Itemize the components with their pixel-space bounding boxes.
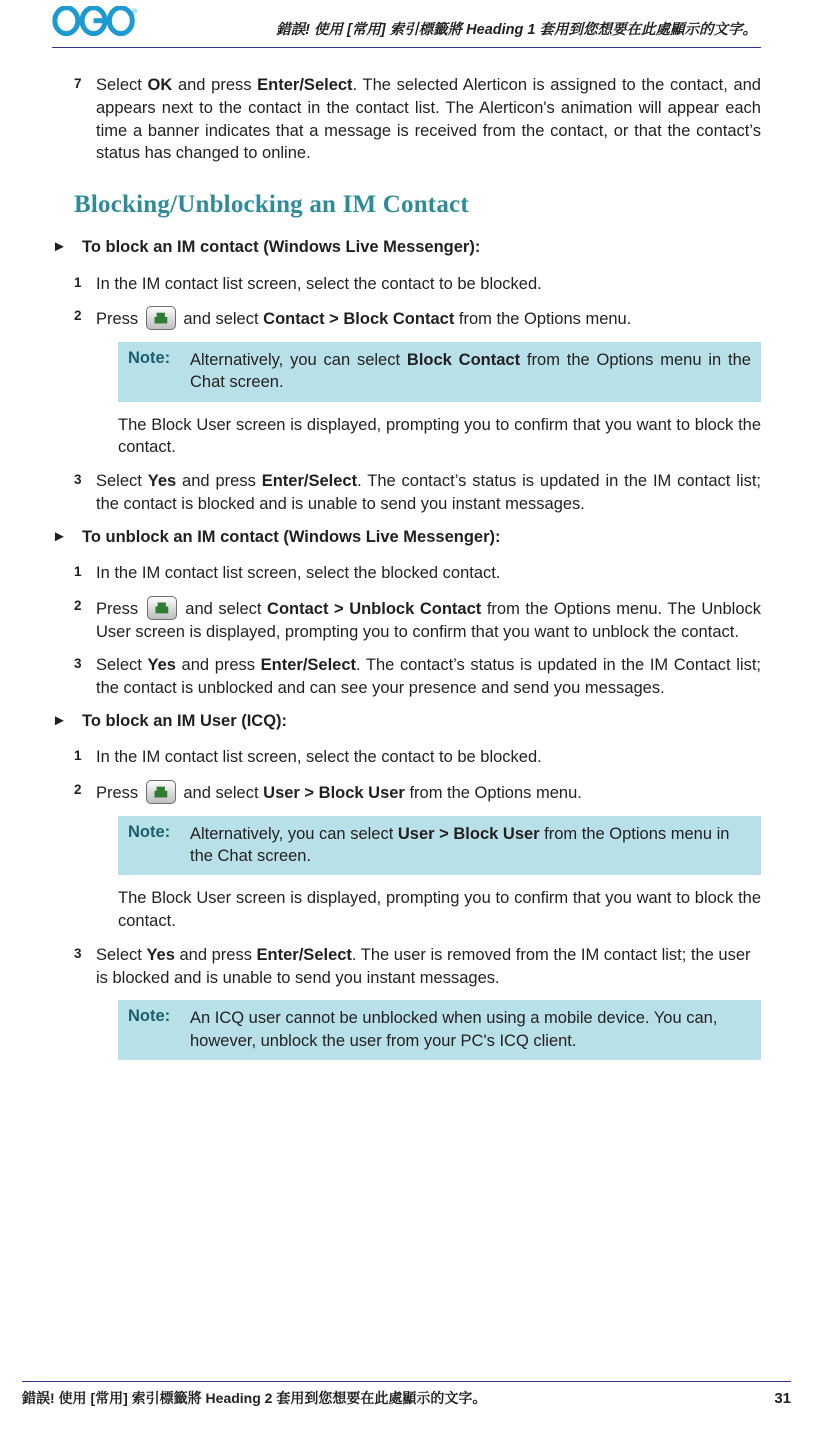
note-text-part: from the Options menu in the Chat screen. — [190, 824, 730, 866]
step-item — [52, 780, 761, 805]
step-number: 1 — [74, 748, 82, 764]
step-text-part: . The selected Alerticon is assigned to the contact, and appears next to the contact in the contact list. The Alerticon's animation will appear each time a banner indicates that a message is received from the contact, or that the contact’s status has changed to online. — [96, 76, 761, 163]
procedure-heading — [52, 237, 761, 258]
step-item — [52, 746, 761, 769]
note-box — [118, 342, 761, 402]
step-text-bold: Enter/Select — [256, 945, 352, 964]
step-text-bold: Yes — [146, 945, 175, 964]
step-text-part: Select — [96, 945, 147, 964]
step-text-part: and select — [178, 784, 264, 803]
step-number: 2 — [74, 308, 82, 324]
note-label — [128, 823, 190, 842]
header-divider — [52, 47, 761, 48]
page-footer — [22, 1381, 791, 1408]
step-text-part: Press — [96, 784, 143, 803]
step-item — [52, 944, 761, 990]
step-text-part: Press — [96, 310, 143, 329]
step-item — [52, 74, 761, 165]
note-label — [128, 349, 190, 368]
step-text-part: Select — [96, 472, 148, 491]
procedure-heading — [52, 527, 761, 548]
step-text — [96, 780, 761, 805]
page-number: 31 — [774, 1390, 791, 1407]
footer-title: 錯誤! 使用 [常用] 索引標籤將 Heading 2 套用到您想要在此處顯示的文字。 — [22, 1390, 487, 1406]
step-item — [52, 562, 761, 585]
step-text — [96, 596, 761, 644]
note-text — [190, 823, 751, 868]
step-text-part: and press — [174, 945, 257, 964]
step-text-part: from the Options menu. The Unblock User screen is displayed, prompting you to confirm that you want to unblock the contact. — [96, 599, 761, 641]
note-text: An ICQ user cannot be unblocked when using a mobile device. You can, however, unblock the user from your PC's ICQ client. — [190, 1009, 718, 1050]
note-text-bold: Block Contact — [406, 351, 521, 370]
footer-divider — [22, 1381, 791, 1382]
step-item — [52, 470, 761, 516]
step-item — [52, 654, 761, 700]
step-text-part: and press — [172, 76, 258, 94]
step-text-bold: User > Block User — [263, 784, 405, 803]
arrow-bullet-icon: ► — [52, 711, 67, 729]
procedure-heading-label: To unblock an IM contact (Windows Live Messenger): — [82, 527, 501, 546]
step-number: 3 — [74, 656, 82, 672]
step-item — [52, 596, 761, 644]
step-text-part: . The contact’s status is updated in the IM contact list; the contact is blocked and is unable to send you instant messages. — [96, 472, 761, 513]
step-text-bold: OK — [147, 76, 173, 94]
note-text-part: Alternatively, you can select — [190, 351, 407, 370]
options-key-icon — [147, 596, 177, 620]
note-text-part: Alternatively, you can select — [190, 824, 398, 843]
procedure-heading-label: To block an IM contact (Windows Live Messenger): — [82, 238, 481, 257]
step-text: In the IM contact list screen, select the blocked contact. — [96, 564, 501, 583]
step-text-part: and press — [175, 656, 261, 675]
options-key-icon — [146, 306, 176, 330]
step-text-bold: Enter/Select — [261, 472, 358, 491]
page-header — [30, 0, 783, 56]
note-label-colon: : — [164, 349, 171, 368]
step-text-bold: Enter/Select — [257, 76, 353, 94]
note-label — [128, 1007, 190, 1026]
step-text: In the IM contact list screen, select the contact to be blocked. — [96, 748, 542, 767]
step-number: 7 — [74, 76, 82, 91]
step-text-bold: Yes — [147, 472, 177, 491]
note-box — [118, 816, 761, 876]
ogo-logo-icon — [52, 6, 138, 44]
note-box — [118, 1000, 761, 1060]
step-number: 2 — [74, 782, 82, 798]
procedure-heading — [52, 711, 761, 732]
procedure-heading-label: To block an IM User (ICQ): — [82, 711, 288, 730]
step-text-part: from the Options menu. — [404, 784, 582, 803]
step-text-part: Select — [96, 76, 148, 94]
step-number: 1 — [74, 564, 82, 580]
step-number: 3 — [74, 472, 82, 488]
step-text — [96, 944, 761, 990]
section-heading: Blocking/Unblocking an IM Contact — [74, 191, 469, 219]
step-text — [96, 74, 761, 165]
step-text — [96, 470, 761, 516]
options-key-icon — [146, 780, 176, 804]
step-text-bold: Contact > Unblock Contact — [267, 599, 482, 618]
note-label-text: Note — [128, 1007, 165, 1026]
header-title: 錯誤! 使用 [常用] 索引標籤將 Heading 1 套用到您想要在此處顯示的文字。 — [276, 22, 757, 38]
step-text — [96, 654, 761, 700]
step-number: 1 — [74, 274, 82, 290]
arrow-bullet-icon: ► — [52, 527, 67, 545]
page-content — [30, 56, 783, 1060]
step-text-part: Select — [96, 656, 148, 675]
svg-text:®: ® — [132, 8, 138, 16]
step-text-part: . The user is removed from the IM contact list; the user is blocked and is unable to send you instant messages. — [96, 945, 751, 987]
step-text-part: and select — [178, 310, 264, 329]
step-number: 3 — [74, 945, 82, 961]
step-text-bold: Contact > Block Contact — [263, 310, 455, 329]
body-paragraph: The Block User screen is displayed, prompting you to confirm that you want to block the contact. — [118, 415, 761, 457]
step-text-part: . The contact’s status is updated in the IM Contact list; the contact is unblocked and can see your presence and send you messages. — [96, 656, 761, 698]
step-item — [52, 273, 761, 296]
step-text-part: Press — [96, 599, 144, 618]
step-number: 2 — [74, 597, 82, 613]
arrow-bullet-icon: ► — [52, 238, 67, 256]
step-text — [96, 306, 761, 331]
step-text-bold: Enter/Select — [260, 656, 357, 675]
note-label-colon: : — [164, 1007, 171, 1026]
note-text-bold: User > Block User — [397, 824, 540, 843]
note-label-text: Note — [128, 822, 165, 841]
note-label-colon: : — [164, 822, 171, 841]
step-item — [52, 306, 761, 331]
step-text: In the IM contact list screen, select the contact to be blocked. — [96, 274, 542, 293]
step-text-part: and select — [179, 599, 268, 618]
note-text-part: from the Options menu in the Chat screen. — [190, 351, 751, 392]
step-text-bold: Yes — [147, 656, 176, 675]
note-text — [190, 349, 751, 394]
note-label-text: Note — [128, 349, 165, 368]
step-text-part: from the Options menu. — [454, 310, 632, 329]
step-text-part: and press — [176, 472, 262, 491]
body-paragraph: The Block User screen is displayed, prompting you to confirm that you want to block the contact. — [118, 889, 761, 931]
